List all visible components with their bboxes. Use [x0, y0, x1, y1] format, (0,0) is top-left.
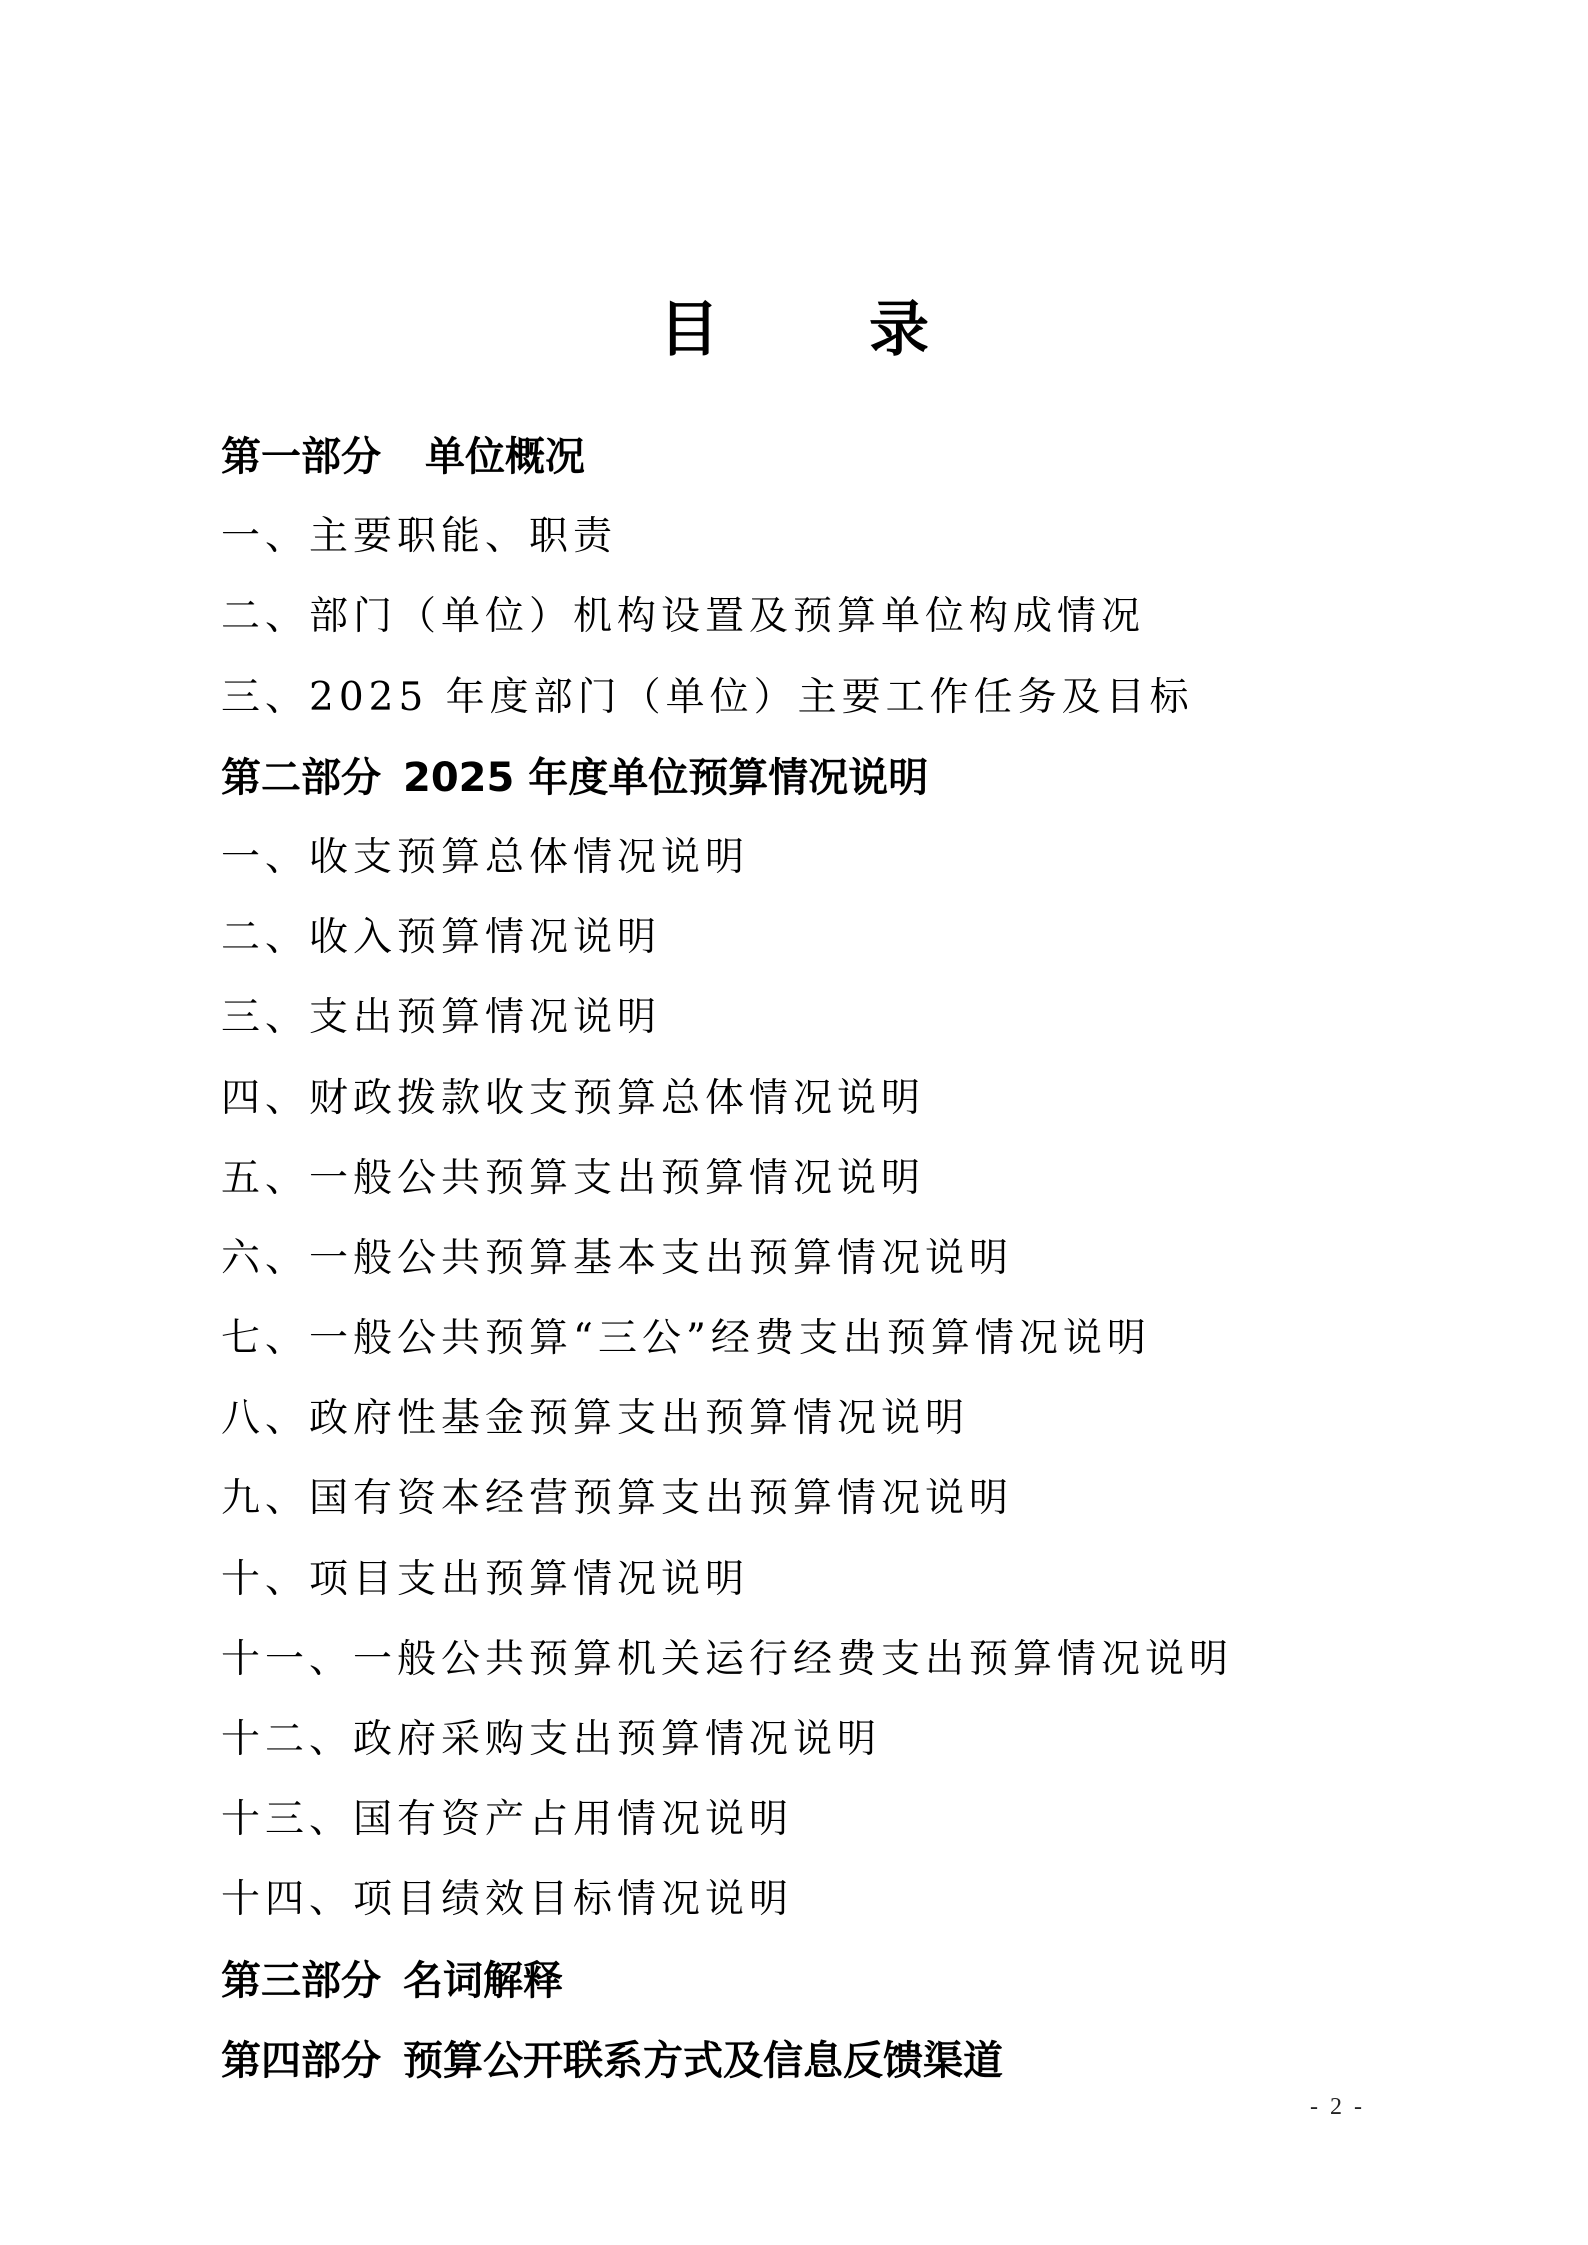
toc-part-number: 第四部分	[221, 2037, 381, 2084]
toc-item[interactable]: 六、一般公共预算基本支出预算情况说明	[221, 1235, 1014, 1281]
toc-part-title: 预算公开联系方式及信息反馈渠道	[403, 2037, 1003, 2084]
toc-item[interactable]: 三、2025 年度部门（单位）主要工作任务及目标	[221, 674, 1194, 720]
toc-item[interactable]: 七、一般公共预算“三公”经费支出预算情况说明	[221, 1316, 1151, 1362]
toc-item[interactable]: 十三、国有资产占用情况说明	[221, 1797, 794, 1843]
toc-item[interactable]: 三、支出预算情况说明	[221, 995, 662, 1041]
toc-item[interactable]: 九、国有资本经营预算支出预算情况说明	[221, 1476, 1014, 1522]
toc-item[interactable]: 四、财政拨款收支预算总体情况说明	[221, 1075, 926, 1121]
toc-item[interactable]: 二、收入预算情况说明	[221, 915, 662, 961]
toc-part-title: 单位概况	[425, 434, 585, 480]
toc-item[interactable]: 八、政府性基金预算支出预算情况说明	[221, 1396, 970, 1442]
toc-item[interactable]: 十四、项目绩效目标情况说明	[221, 1877, 794, 1923]
toc-item[interactable]: 十二、政府采购支出预算情况说明	[221, 1717, 882, 1762]
toc-item[interactable]: 一、主要职能、职责	[221, 514, 618, 560]
toc-part-number: 第一部分	[221, 434, 381, 480]
page-title	[0, 290, 1588, 370]
toc-part-number: 第三部分	[221, 1957, 381, 2004]
toc-item[interactable]: 十、项目支出预算情况说明	[221, 1556, 750, 1602]
title-char-1: 目	[659, 295, 719, 365]
toc-item[interactable]: 二、部门（单位）机构设置及预算单位构成情况	[221, 594, 1146, 640]
title-char-2: 录	[869, 295, 929, 365]
toc-item[interactable]: 一、收支预算总体情况说明	[221, 834, 750, 880]
toc-part-title: 2025 年度单位预算情况说明	[403, 754, 929, 801]
toc-item[interactable]: 十一、一般公共预算机关运行经费支出预算情况说明	[221, 1636, 1234, 1682]
toc-part-title: 名词解释	[403, 1957, 563, 2004]
table-of-contents	[221, 417, 1421, 2101]
toc-part-2[interactable]	[221, 738, 1421, 818]
page-number: - 2 -	[1310, 2094, 1365, 2120]
toc-part-number: 第二部分	[221, 754, 381, 801]
toc-item[interactable]: 五、一般公共预算支出预算情况说明	[221, 1155, 926, 1201]
toc-part-3[interactable]	[221, 1941, 1421, 2021]
toc-part-4[interactable]	[221, 2021, 1421, 2101]
toc-part-1[interactable]	[221, 417, 1421, 497]
